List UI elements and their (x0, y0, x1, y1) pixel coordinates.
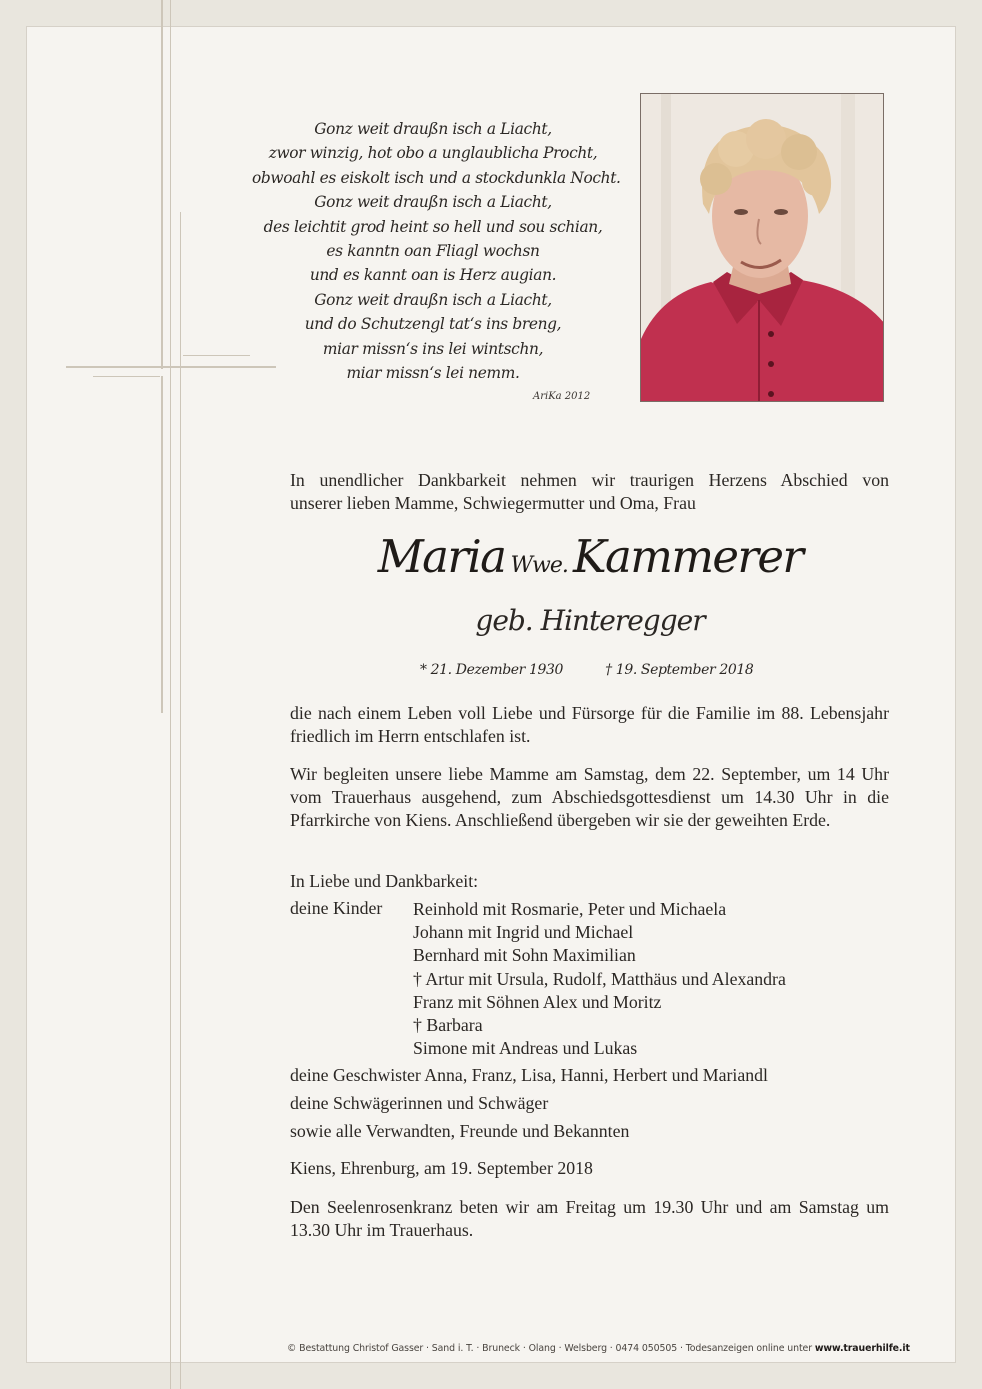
child-entry: Johann mit Ingrid und Michael (413, 922, 634, 943)
poem-author: AriKa 2012 (533, 391, 591, 402)
child-entry: Simone mit Andreas und Lukas (413, 1038, 638, 1059)
children-label: deine Kinder (290, 898, 383, 918)
footer-link[interactable]: www.trauerhilfe.it (814, 1343, 910, 1354)
cross-line-vertical-4 (180, 212, 181, 1389)
child-entry: † Barbara (413, 1015, 483, 1036)
mourners-heading: In Liebe und Dankbarkeit: (290, 871, 479, 891)
poem-line: Gonz weit draußn isch a Liacht, (314, 193, 552, 212)
poem-line: es kanntn oan Fliagl wochsn (326, 242, 540, 261)
poem (252, 117, 621, 385)
last-name: Kammerer (573, 530, 803, 583)
poem-line: miar missn‘s lei nemm. (346, 364, 520, 383)
cross-line-vertical-1 (161, 0, 163, 369)
death-date: † 19. September 2018 (605, 662, 754, 678)
footer (287, 1343, 937, 1354)
in-laws: deine Schwägerinnen und Schwäger (290, 1093, 549, 1113)
paragraph-funeral: Wir begleiten unsere liebe Mamme am Samstag, dem 22. September, um 14 Uhr vom Trauerhaus ausgehend, zum Abschiedsgottesdienst um 14.30 Uhr in die Pfarrkirche von Kiens. Anschließend übergeben wir sie der geweihten Erde. (290, 764, 889, 830)
intro-text (290, 469, 889, 515)
portrait-illustration (641, 94, 884, 402)
cross-line-vertical-3 (161, 376, 163, 713)
intro-line-2: unserer lieben Mamme, Schwiegermutter und Oma, Frau (290, 493, 696, 513)
child-entry: Reinhold mit Rosmarie, Peter und Michaela (413, 899, 727, 919)
footer-text: © Bestattung Christof Gasser · Sand i. T. · Bruneck · Olang · Welsberg · 0474 050505 · Todesanzeigen online unter (287, 1343, 815, 1354)
cross-line-horizontal-3 (93, 376, 160, 377)
siblings: deine Geschwister Anna, Franz, Lisa, Hanni, Herbert und Mariandl (290, 1065, 768, 1085)
poem-line: Gonz weit draußn isch a Liacht, (314, 120, 552, 138)
deceased-name (190, 530, 982, 583)
other-relatives: sowie alle Verwandten, Freunde und Bekannten (290, 1121, 630, 1141)
life-dates (420, 662, 753, 678)
poem-line: Gonz weit draußn isch a Liacht, (314, 290, 552, 309)
children-list (413, 898, 786, 1060)
child-entry: † Artur mit Ursula, Rudolf, Matthäus und Alexandra (413, 968, 786, 989)
first-name: Maria (377, 530, 506, 583)
place-date: Kiens, Ehrenburg, am 19. September 2018 (290, 1158, 593, 1178)
intro-line-1: In unendlicher Dankbarkeit nehmen wir traurigen Herzens Abschied von (290, 470, 889, 490)
birth-name: geb. Hinteregger (475, 604, 705, 637)
cross-line-vertical-2 (170, 0, 171, 1389)
poem-line: obwoahl es eiskolt isch und a stockdunkla Nocht. (252, 168, 621, 187)
cross-line-horizontal-2 (183, 355, 250, 356)
poem-line: des leichtit grod heint so hell und sou schian, (263, 217, 603, 236)
cross-line-horizontal-1 (66, 366, 276, 368)
birth-date: * 21. Dezember 1930 (420, 662, 564, 678)
portrait-photo (640, 93, 884, 402)
poem-line: miar missn‘s ins lei wintschn, (322, 339, 544, 358)
paragraph-life: die nach einem Leben voll Liebe und Fürsorge für die Familie im 88. Lebensjahr friedlich im Herrn entschlafen ist. (290, 703, 889, 746)
child-entry: Bernhard mit Sohn Maximilian (413, 945, 636, 966)
child-entry: Franz mit Söhnen Alex und Moritz (413, 991, 662, 1012)
poem-line: und es kannt oan is Herz augian. (309, 266, 557, 285)
widow-status: Wwe. (510, 553, 568, 578)
poem-line: zwor winzig, hot obo a unglaublicha Procht, (268, 144, 598, 163)
poem-line: und do Schutzengl tat‘s ins breng, (304, 315, 562, 334)
rosary-info: Den Seelenrosenkranz beten wir am Freitag um 19.30 Uhr und am Samstag um 13.30 Uhr im Trauerhaus. (290, 1197, 889, 1240)
